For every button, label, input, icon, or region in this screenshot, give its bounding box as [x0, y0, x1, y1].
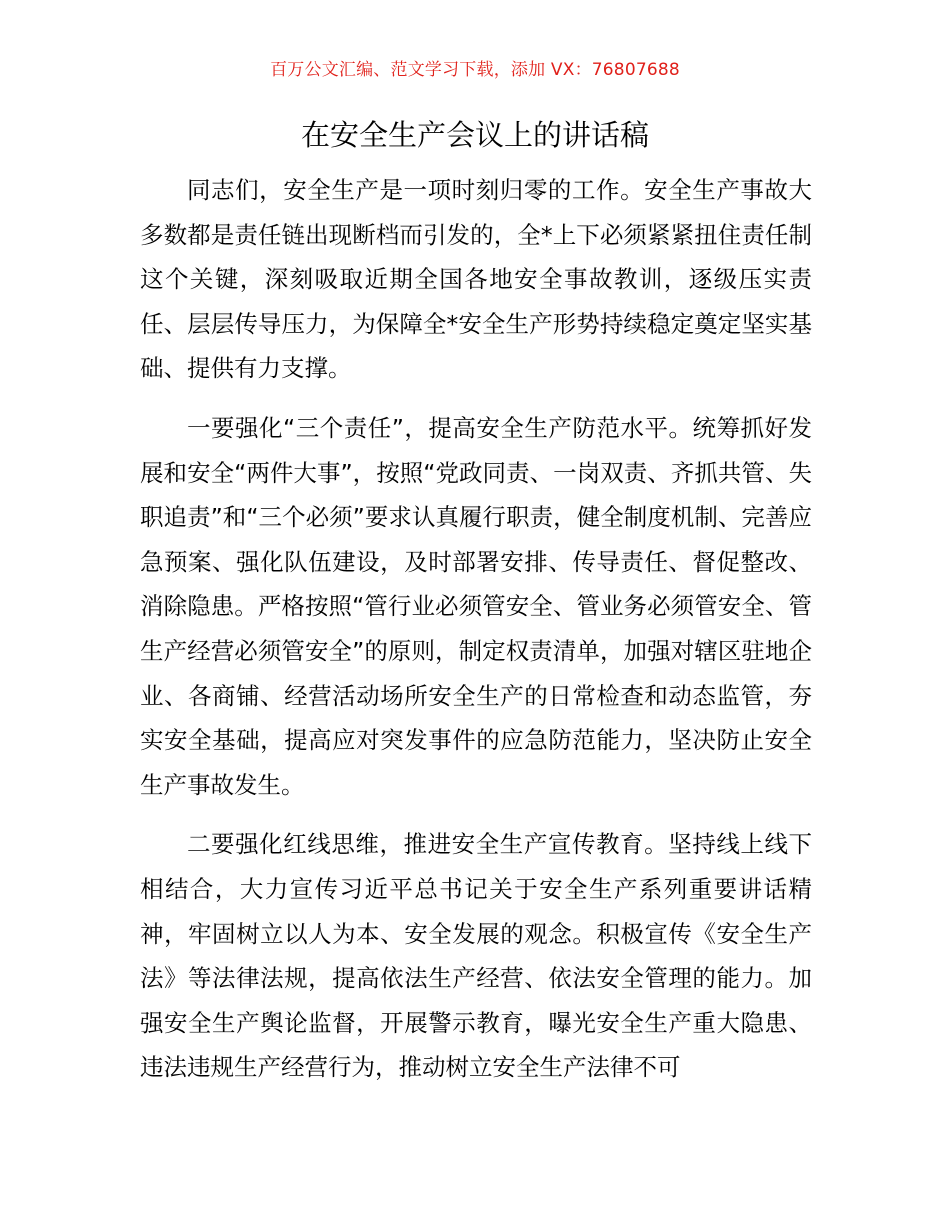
paragraph-opening: 同志们，安全生产是一项时刻归零的工作。安全生产事故大多数都是责任链出现断档而引发的，全*上下必须紧紧扭住责任制这个关键，深刻吸取近期全国各地安全事故教训，逐级压实责任、层层传导压力，为保障全*安全生产形势持续稳定奠定坚实基础、提供有力支撑。 — [140, 176, 812, 383]
paragraph-second-point: 二要强化红线思维，推进安全生产宣传教育。坚持线上线下相结合，大力宣传习近平总书记关于安全生产系列重要讲话精神，牢固树立以人为本、安全发展的观念。积极宣传《安全生产法》等法律法规，提高依法生产经营、依法安全管理的能力。加强安全生产舆论监督，开展警示教育，曝光安全生产重大隐患、违法违规生产经营行为，推动树立安全生产法律不可 — [140, 830, 812, 1082]
document-title: 在安全生产会议上的讲话稿 — [300, 118, 649, 152]
header-banner: 百万公文汇编、范文学习下载，添加 VX：76807688 — [270, 60, 680, 80]
paragraph-first-point: 一要强化“三个责任”，提高安全生产防范水平。统筹抓好发展和安全“两件大事”，按照“党政同责、一岗双责、齐抓共管、失职追责”和“三个必须”要求认真履行职责，健全制度机制、完善应急预案、强化队伍建设，及时部署安排、传导责任、督促整改、消除隐患。严格按照“管行业必须管安全、管业务必须管安全、管生产经营必须管安全”的原则，制定权责清单，加强对辖区驻地企业、各商铺、经营活动场所安全生产的日常检查和动态监管，夯实安全基础，提高应对突发事件的应急防范能力，坚决防止安全生产事故发生。 — [140, 413, 812, 799]
document-body — [140, 168, 812, 1105]
